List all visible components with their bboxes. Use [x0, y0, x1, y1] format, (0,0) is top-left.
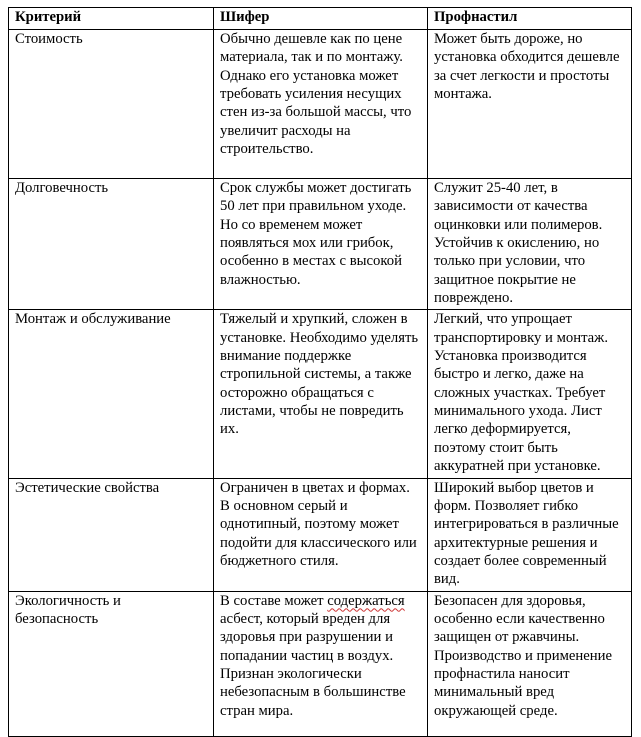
profnastil-cell-durability[interactable]: Служит 25-40 лет, в зависимости от качества оцинковки или полимеров. Устойчив к окислению, но только при условии, что защитное покрытие не повреждено.	[428, 179, 632, 310]
shifer-cell-durability[interactable]: Срок службы может достигать 50 лет при правильном уходе. Но со временем может появляться мох или грибок, особенно в местах с высокой влажностью.	[214, 179, 428, 310]
text-before-misspelling: В составе может	[220, 592, 328, 609]
table-row-installation	[9, 310, 632, 478]
misspelled-word-spellcheck: содержаться	[327, 592, 405, 609]
table-row-cost	[9, 30, 632, 179]
shifer-cell-ecology[interactable]	[214, 591, 428, 736]
profnastil-cell-cost[interactable]: Может быть дороже, но установка обходится дешевле за счет легкости и простоты монтажа.	[428, 30, 632, 179]
criterion-cell-ecology[interactable]: Экологичность и безопасность	[9, 591, 214, 736]
table-row-aesthetics	[9, 478, 632, 591]
profnastil-cell-aesthetics[interactable]: Широкий выбор цветов и форм. Позволяет гибко интегрироваться в различные архитектурные решения и создает более современный вид.	[428, 478, 632, 591]
profnastil-cell-installation[interactable]: Легкий, что упрощает транспортировку и монтаж. Установка производится быстро и легко, даже на сложных участках. Требует минимального ухода. Лист легко деформируется, поэтому стоит быть аккуратней при установке.	[428, 310, 632, 478]
criterion-cell-aesthetics[interactable]: Эстетические свойства	[9, 478, 214, 591]
shifer-cell-cost[interactable]: Обычно дешевле как по цене материала, так и по монтажу. Однако его установка может требовать усиления несущих стен из-за большой массы, что увеличит расходы на строительство.	[214, 30, 428, 179]
criterion-cell-cost[interactable]: Стоимость	[9, 30, 214, 179]
table-row-ecology	[9, 591, 632, 736]
criterion-cell-durability[interactable]: Долговечность	[9, 179, 214, 310]
column-header-shifer[interactable]: Шифер	[214, 8, 428, 30]
text-after-misspelling: асбест, который вреден для здоровья при разрушении и попадании частиц в воздух. Признан экологически небезопасным в большинстве стран мира.	[220, 610, 406, 719]
profnastil-cell-ecology[interactable]: Безопасен для здоровья, особенно если качественно защищен от ржавчины. Производство и применение профнастила наносит минимальный вред окружающей среде.	[428, 591, 632, 736]
shifer-cell-aesthetics[interactable]: Ограничен в цветах и формах. В основном серый и однотипный, поэтому может подойти для классического или бюджетного стиля.	[214, 478, 428, 591]
shifer-cell-installation[interactable]: Тяжелый и хрупкий, сложен в установке. Необходимо уделять внимание поддержке стропильной системы, а также осторожно обращаться с листами, чтобы не повредить их.	[214, 310, 428, 478]
table-row-durability	[9, 179, 632, 310]
column-header-profnastil[interactable]: Профнастил	[428, 8, 632, 30]
table-header-row	[9, 8, 632, 30]
column-header-criterion[interactable]: Критерий	[9, 8, 214, 30]
criterion-cell-installation[interactable]: Монтаж и обслуживание	[9, 310, 214, 478]
comparison-table	[8, 7, 632, 737]
